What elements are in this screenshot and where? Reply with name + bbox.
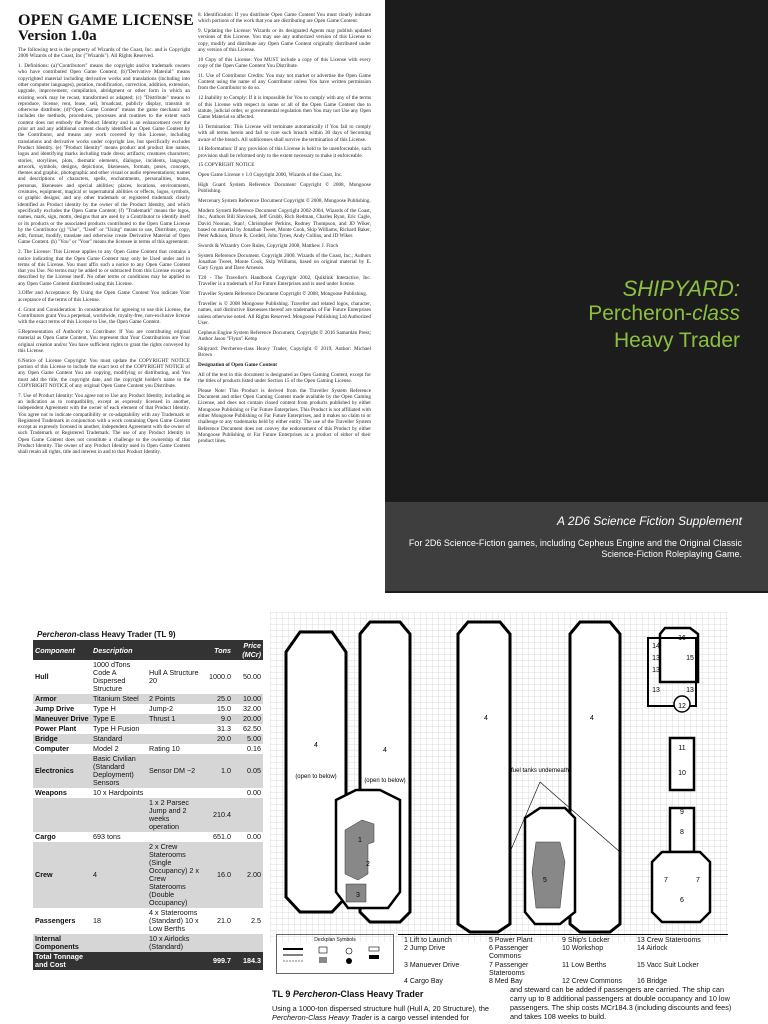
key-item: 2 Jump Drive — [404, 945, 446, 953]
license-title: OPEN GAME LICENSE — [18, 12, 194, 29]
table-row — [33, 832, 263, 842]
license-paragraph: Cepheus Engine System Reference Document, Copyright © 2016 Samardan Press; Author Jason "Flynn" Kemp — [198, 329, 371, 342]
table-cell: 10.00 — [233, 694, 263, 704]
table-cell: 25.0 — [203, 694, 233, 704]
table-cell — [203, 744, 233, 754]
table-cell: 20.00 — [233, 714, 263, 724]
table-cell: 10 x Airlocks (Standard) — [147, 934, 203, 952]
cover-title-class-name: Percheron- — [588, 302, 693, 325]
table-cell: 4 x Staterooms (Standard) 10 x Low Berths — [149, 908, 199, 933]
table-row — [33, 798, 263, 832]
label-room-7-a: 7 — [664, 877, 668, 884]
cover-title-class — [588, 302, 740, 326]
table-cell: 210.4 — [203, 798, 233, 832]
col-price: Price (MCr) — [233, 640, 263, 660]
license-paragraph: 1. Definitions: (a)"Contributors" means the copyright and/or trademark owners who have contributed Open Game Content; (b)"Derivative Material" means copyrighted material including derivative works and translations (including into other computer languages), potation, modification, correction, addition, extension, upgrade, improvement, compilation, abridgment or other form in which an existing work may be recast, transformed or adapted; (c) "Distribute" means to reproduce, license, rent, lease, sell, broadcast, publicly display, transmit or otherwise distribute; (d)"Open Game Content" means the game mechanic and includes the methods, procedures, processes and routines to the extent such content does not embody the Product Identity and is an enhancement over the prior art and any additional content clearly identified as Open Game Content by the Contributor, and means any work covered by this License, including translations and derivative works under copyright law, but specifically excludes Product Identity. (e) "Product Identity" means product and product line names, logos and identifying marks including trade dress; artifacts; creatures characters; stories, storylines, plots, thematic elements, dialogue, incidents, language, artwork, symbols, designs, depictions, likenesses, formats, poses, concepts, themes and graphic, photographic and other visual or audio representations; names and descriptions of characters, spells, enchantments, personalities, teams, personas, likenesses and special abilities; places, locations, environments, creatures, equipment, magical or supernatural abilities or effects, logos, symbols, or graphic designs; and any other trademark or registered trademark clearly identified as Product identity by the owner of the Product Identity, and which specifically excludes the Open Game Content; (f) "Trademark" means the logos, names, mark, sign, motto, designs that are used by a Contributor to identify itself or its products or the associated products contributed to the Open Game License by the Contributor (g) "Use", "Used" or "Using" means to use, Distribute, copy, edit, format, modify, translate and otherwise create Derivative Material of Open Game Content. (h) "You" or "Your" means the licensee in terms of this agreement. — [18, 63, 190, 246]
stats-caption-rest: -class Heavy Trader (TL 9) — [76, 630, 176, 639]
table-cell: 5.00 — [233, 734, 263, 744]
table-cell: 1 x 2 Parsec Jump and 2 weeks operation — [147, 798, 203, 832]
license-paragraph: Modern System Reference Document Copyright 2002-2004, Wizards of the Coast, Inc.; Authors Bill Slavicsek, Jeff Grubb, Rich Redman, Charles Ryan, Eric Cagle, David Noonan, Stan!, Christopher Perkins, Rodney Thompson, and JD Wiker, based on material by Jonathan Tweet, Monte Cook, Skip Williams, Richard Baker, Peter Adkison, Bruce R. Cordell, John Tynes, Andy Collins, and JD Wiker. — [198, 207, 371, 240]
table-cell: Armor — [33, 694, 91, 704]
license-version: Version 1.0a — [18, 28, 97, 44]
table-row — [33, 714, 263, 724]
license-paragraph: High Guard System Reference Document Copyright © 2008, Mongoose Publishing. — [198, 182, 371, 195]
col-tons: Tons — [203, 640, 233, 660]
table-cell — [203, 788, 233, 798]
label-room-3: 3 — [356, 892, 360, 899]
license-paragraph: 14 Reformation: If any provision of this License is held to be unenforceable, such provision shall be reformed only to the extent necessary to make it enforceable. — [198, 146, 371, 159]
key-item: 7 Passenger Staterooms — [489, 961, 529, 977]
table-cell: 0.16 — [247, 744, 261, 753]
label-open-below-a: (open to below) — [295, 774, 337, 780]
table-row — [33, 908, 263, 934]
label-fuel-tanks: fuel tanks underneath — [511, 768, 569, 774]
table-cell: 20.0 — [203, 734, 233, 744]
table-cell: 2.5 — [251, 916, 261, 925]
table-cell — [233, 934, 263, 952]
label-room-13-d: 13 — [686, 687, 694, 694]
license-paragraph: Please Note: This Product is derived from the Traveller System Reference Document and other Open Gaming Content made available by the Open Gaming License, and does not contain closed content from products published by either Mongoose Publishing or Far Future Enterprises. This Product is not affiliated with either Mongoose Publishing or Far Future Enterprises, and it makes no claim to or challenge to any trademarks held by either entity. The use of the Traveller System Reference Document does not convey the endorsement of this Product by either Mongoose Publishing or Far Future Enterprises as a product of either of their product lines. — [198, 387, 371, 445]
label-room-12: 12 — [678, 703, 686, 710]
license-paragraph: T20 - The Traveller's Handbook Copyright 2002, Quiklink Interactive, Inc. Traveller is a trademark of Far Future Enterprises and is used under license. — [198, 275, 371, 288]
table-cell: Crew — [33, 842, 91, 908]
table-row — [33, 744, 263, 754]
table-cell: 10 x Hardpoints — [93, 788, 144, 797]
key-item: 11 Low Berths — [562, 961, 607, 969]
plan-body-text — [272, 1004, 504, 1022]
table-cell: Standard — [91, 734, 147, 744]
col-detail — [147, 640, 203, 660]
table-cell — [147, 832, 203, 842]
table-row — [33, 704, 263, 714]
key-item: 16 Bridge — [637, 978, 667, 986]
key-item: 13 Crew Staterooms — [637, 937, 701, 944]
table-cell: Sensor DM −2 — [147, 754, 203, 788]
table-cell: 0.00 — [247, 832, 261, 841]
key-item: 4 Cargo Bay — [404, 978, 443, 986]
table-cell — [203, 934, 233, 952]
table-cell: 0.05 — [233, 754, 263, 788]
table-cell — [33, 798, 91, 832]
license-paragraph: Swords & Wizardry Core Rules, Copyright 2008, Matthew J. Finch — [198, 242, 339, 249]
cover-subtitle: A 2D6 Science Fiction Supplement — [557, 514, 742, 528]
table-row — [33, 934, 263, 952]
license-paragraph: 13 Termination: This License will terminate automatically if You fail to comply with all terms herein and fail to cure such breach within 30 days of becoming aware of the breach. All sublicenses shall survive the termination of this License. — [198, 123, 371, 143]
label-room-13-a: 13 — [652, 667, 660, 674]
table-cell: Basic Civilian (Standard Deployment) Sensors — [91, 754, 147, 788]
license-paragraph: 11. Use of Contributor Credits: You may not market or advertise the Open Game Content using the name of any Contributor unless You have written permission from the Contributor to do so. — [198, 72, 371, 92]
table-cell: Type E — [91, 714, 147, 724]
label-room-4-a: 4 — [314, 742, 318, 749]
table-cell: Maneuver Drive — [33, 714, 91, 724]
cover-title-type: Heavy Trader — [613, 329, 740, 352]
table-total-row — [33, 952, 263, 970]
label-room-11: 11 — [678, 745, 686, 752]
plan-text-suffix: is a cargo vessel intended for — [372, 1013, 469, 1022]
power-plant-machinery — [532, 842, 565, 908]
table-cell: Hull A Structure 20 — [149, 668, 199, 685]
license-paragraph: Open Game License v 1.0 Copyright 2000, Wizards of the Coast, Inc. — [198, 172, 343, 179]
table-cell: Rating 10 — [149, 744, 180, 753]
key-item: 12 Crew Commons — [562, 978, 622, 986]
table-row — [33, 754, 263, 788]
table-cell: 32.00 — [243, 704, 261, 713]
license-paragraph: 4. Grant and Consideration: In consideration for agreeing to use this License, the Contributors grant You a perpetual, worldwide, royalty-free, non-exclusive license with the exact terms of this License to Use, the Open Game Content. — [18, 306, 190, 326]
table-cell: Cargo — [35, 832, 56, 841]
table-cell: 1.0 — [203, 754, 233, 788]
table-cell: 2.00 — [233, 842, 263, 908]
table-cell: Thrust 1 — [147, 714, 203, 724]
table-cell: 50.00 — [243, 672, 261, 681]
key-item: 10 Workshop — [562, 945, 604, 953]
license-page — [0, 0, 385, 593]
table-cell — [147, 734, 203, 744]
key-item: 1 Lift to Launch — [404, 937, 452, 944]
table-cell: 2 Points — [147, 694, 203, 704]
stats-caption-class: Percheron — [37, 630, 77, 639]
table-cell: 18 — [93, 916, 101, 925]
table-total-cell: Total Tonnage and Cost — [33, 952, 91, 970]
table-cell: Model 2 — [93, 744, 119, 753]
license-paragraph: The following text is the property of Wizards of the Coast, Inc. and is Copyright 2000 Wizards of the Coast, Inc ("Wizards"). All Rights Reserved. — [18, 47, 190, 60]
table-row — [33, 724, 263, 734]
cargo-pod-far — [570, 622, 620, 932]
table-cell — [147, 788, 203, 798]
table-cell: Titanium Steel — [91, 694, 147, 704]
license-paragraph: 7. Use of Product Identity: You agree not to Use any Product Identity, including as an indication as to compatibility, except as expressly licensed in another, independent Agreement with the owner of each element of that Product Identity. You agree not to indicate compatibility or co-adaptability with any Trademark or Registered Trademark in conjunction with a work containing Open Game Content except as expressly licensed in another, independent Agreement with the owner of such Trademark or Registered Trademark. The use of any Product Identity in Open Game Content does not constitute a challenge to the ownership of that Product Identity. The owner of any Product Identity used in Open Game Content shall retain all rights, title and interest in and to that Product Identity. — [18, 392, 190, 456]
label-room-4-c: 4 — [484, 715, 488, 722]
label-room-10: 10 — [678, 770, 686, 777]
table-row — [33, 694, 263, 704]
key-item: 15 Vacc Suit Locker — [637, 961, 699, 969]
table-total-cell — [147, 952, 203, 970]
table-cell: Type H Fusion — [93, 724, 140, 733]
key-item: 3 Manuever Drive — [404, 961, 460, 969]
stats-header-row — [33, 640, 263, 660]
table-cell: 651.0 — [213, 832, 231, 841]
table-cell — [91, 934, 147, 952]
deckplan-symbols — [276, 934, 394, 974]
label-room-4-b: 4 — [383, 747, 387, 754]
table-total-cell: 999.7 — [203, 952, 233, 970]
table-cell: 693 tons — [93, 832, 121, 841]
label-room-7-b: 7 — [696, 877, 700, 884]
table-cell: Bridge — [33, 734, 91, 744]
table-row — [33, 660, 263, 694]
passenger-module — [652, 852, 710, 922]
table-cell: 4 — [91, 842, 147, 908]
license-paragraph: 3.Offer and Acceptance: By Using the Open Game Content You indicate Your acceptance of the terms of this License. — [18, 290, 190, 303]
plan-caption-prefix: TL 9 — [272, 989, 293, 999]
table-cell: 2 x Crew Staterooms (Single Occupancy) 2 x Crew Staterooms (Double Occupancy) — [147, 842, 203, 908]
label-room-13-b: 13 — [652, 655, 660, 662]
table-cell: Weapons — [35, 788, 67, 797]
label-room-9: 9 — [680, 809, 684, 816]
table-cell: Type H — [93, 704, 116, 713]
table-cell: Jump-2 — [149, 704, 173, 713]
stats-table — [33, 640, 263, 970]
license-paragraph: 8. Identification: If you distribute Open Game Content You must clearly indicate which portions of the work that you are distributing are Open Game Content. — [198, 12, 371, 25]
cover-title-shipyard: SHIPYARD: — [622, 276, 740, 301]
key-item: 14 Airlock — [637, 945, 668, 953]
table-row — [33, 734, 263, 744]
side-body-text: and steward can be added if passengers are carried. The ship can carry up to 8 additional passengers at double occupancy and 10 low passengers. The ship costs MCr184.3 (including discounts and fees) and takes 108 weeks to build. — [510, 985, 732, 1021]
key-item: 8 Med Bay — [489, 978, 523, 986]
plan-text-prefix: Using a 1000-ton dispersed structure hull (Hull A, 20 Structure), the — [272, 1004, 489, 1013]
label-open-below-b: (open to below) — [364, 778, 406, 784]
table-cell — [233, 798, 263, 832]
plan-caption — [272, 989, 423, 999]
symbols-legend-graphic — [279, 943, 391, 971]
license-paragraph: All of the text in this document is designated as Open Gaming Content, except for the titles of products listed under Section 15 of the Open Gaming License. — [198, 371, 371, 384]
plan-caption-class: Percheron — [292, 989, 338, 999]
license-paragraph: 5.Representation of Authority to Contribute: If You are contributing original material as Open Game Content, You represent that Your Contributions are Your original creation and/or You have sufficient rights to grant the rights conveyed by this License. — [18, 328, 190, 354]
license-paragraph: Designation of Open Game Content — [198, 361, 277, 368]
table-cell: 16.0 — [203, 842, 233, 908]
symbols-title: Deckplan Symbols — [314, 937, 356, 943]
license-paragraph: 6.Notice of License Copyright: You must update the COPYRIGHT NOTICE portion of this License to include the exact text of the COPYRIGHT NOTICE of any Open Game Content You are copying, modifying or distributing, and You must add the title, the copyright date, and the copyright holder's name to the COPYRIGHT NOTICE of any original Open Game Content you Distribute. — [18, 357, 190, 389]
license-paragraph: 2. The License: This License applies to any Open Game Content that contains a notice indicating that the Open Game Content may only be Used under and in terms of this License. You must affix such a notice to any Open Game Content that you Use. No terms may be added to or subtracted from this License except as described by the License itself. No other terms or conditions may be applied to any Open Game Content distributed using this License. — [18, 249, 190, 287]
col-description: Description — [91, 640, 147, 660]
deck-plan — [270, 612, 728, 942]
label-room-16: 16 — [678, 635, 686, 642]
table-cell: 9.0 — [203, 714, 233, 724]
license-paragraph: Mercenary System Reference Document Copyright © 2008, Mongoose Publishing. — [198, 198, 371, 205]
key-item: 9 Ship's Locker — [562, 937, 610, 944]
table-cell — [147, 724, 203, 734]
table-cell: Power Plant — [35, 724, 77, 733]
table-total-cell: 184.3 — [233, 952, 263, 970]
deckplan-key — [398, 934, 728, 986]
deck-plan-svg — [270, 612, 728, 942]
table-cell: 0.00 — [247, 788, 261, 797]
table-cell: 62.50 — [243, 724, 261, 733]
label-room-5: 5 — [543, 877, 547, 884]
table-cell: 21.0 — [217, 916, 231, 925]
col-component: Component — [33, 640, 91, 660]
cover-band — [385, 502, 768, 591]
table-cell: Computer — [35, 744, 69, 753]
plan-caption-suffix: -Class Heavy Trader — [337, 989, 424, 999]
table-cell: Jump Drive — [35, 704, 75, 713]
plan-text-class: Percheron-Class Heavy Trader — [272, 1013, 373, 1022]
label-room-13-c: 13 — [652, 687, 660, 694]
table-cell: Hull — [35, 672, 49, 681]
label-room-8: 8 — [680, 829, 684, 836]
license-paragraph: Shipyard: Percheron-class Heavy Trader, Copyright © 2019; Author: Michael Brown — [198, 345, 371, 359]
table-row — [33, 788, 263, 798]
cover-title-class-word: class — [692, 302, 740, 325]
table-total-cell — [91, 952, 147, 970]
key-item: 6 Passenger Commons — [489, 945, 529, 961]
table-cell: Internal Components — [33, 934, 91, 952]
stats-body — [33, 660, 263, 970]
license-paragraph: System Reference Document. Copyright 2000. Wizards of the Coast, Inc.; Authors Jonathan Tweet, Monte Cook, Skip Williams, based on original material by E. Gary Gygax and Dave Arneson. — [198, 252, 371, 272]
cover-description: For 2D6 Science-Fiction games, including Cepheus Engine and the Original Classic Science-Fiction Roleplaying Game. — [408, 538, 742, 559]
table-cell: 31.3 — [217, 724, 231, 733]
license-column-right — [198, 12, 371, 592]
license-paragraph: 10 Copy of this License: You MUST include a copy of this License with every copy of the Open Game Content You Distribute. — [198, 56, 371, 70]
license-paragraph: Traveller is © 2008 Mongoose Publishing. Traveller and related logos, character, names, and distinctive likenesses thereof are trademarks of Far Future Enterprises unless otherwise noted. All Rights Reserved. Mongoose Publishing Ltd Authorized User. — [198, 300, 371, 326]
license-paragraph: Traveller System Reference Document Copyright © 2008, Mongoose Publishing. — [198, 291, 368, 298]
label-room-6: 6 — [680, 897, 684, 904]
table-cell: 1000 dTons Code A Dispersed Structure — [93, 660, 131, 693]
table-cell: Electronics — [33, 754, 91, 788]
key-item: 5 Power Plant — [489, 937, 533, 944]
label-room-4-d: 4 — [590, 715, 594, 722]
cargo-pod-right — [458, 622, 510, 932]
table-cell: 1000.0 — [209, 672, 231, 681]
license-paragraph: 9. Updating the License: Wizards or its designated Agents may publish updated versions of this License. You may use any authorized version of this License to copy, modify and distribute any Open Game Content originally distributed under any version of this License. — [198, 28, 371, 53]
license-column-left — [18, 47, 190, 592]
label-room-1: 1 — [358, 837, 362, 844]
label-room-15: 15 — [686, 655, 694, 662]
label-room-2: 2 — [366, 861, 370, 868]
table-cell — [91, 798, 147, 832]
table-cell: Passengers — [35, 916, 76, 925]
stats-table-caption — [37, 630, 176, 639]
table-cell: 15.0 — [217, 704, 231, 713]
license-paragraph: 12 Inability to Comply: If it is impossible for You to comply with any of the terms of this License with respect to some or all of the Open Game Content due to statute, judicial order, or governmental regulation then You may not Use any Open Game Material so affected. — [198, 95, 371, 121]
license-paragraph: 15 COPYRIGHT NOTICE — [198, 162, 255, 169]
label-room-14: 14 — [652, 643, 660, 650]
table-row — [33, 842, 263, 908]
